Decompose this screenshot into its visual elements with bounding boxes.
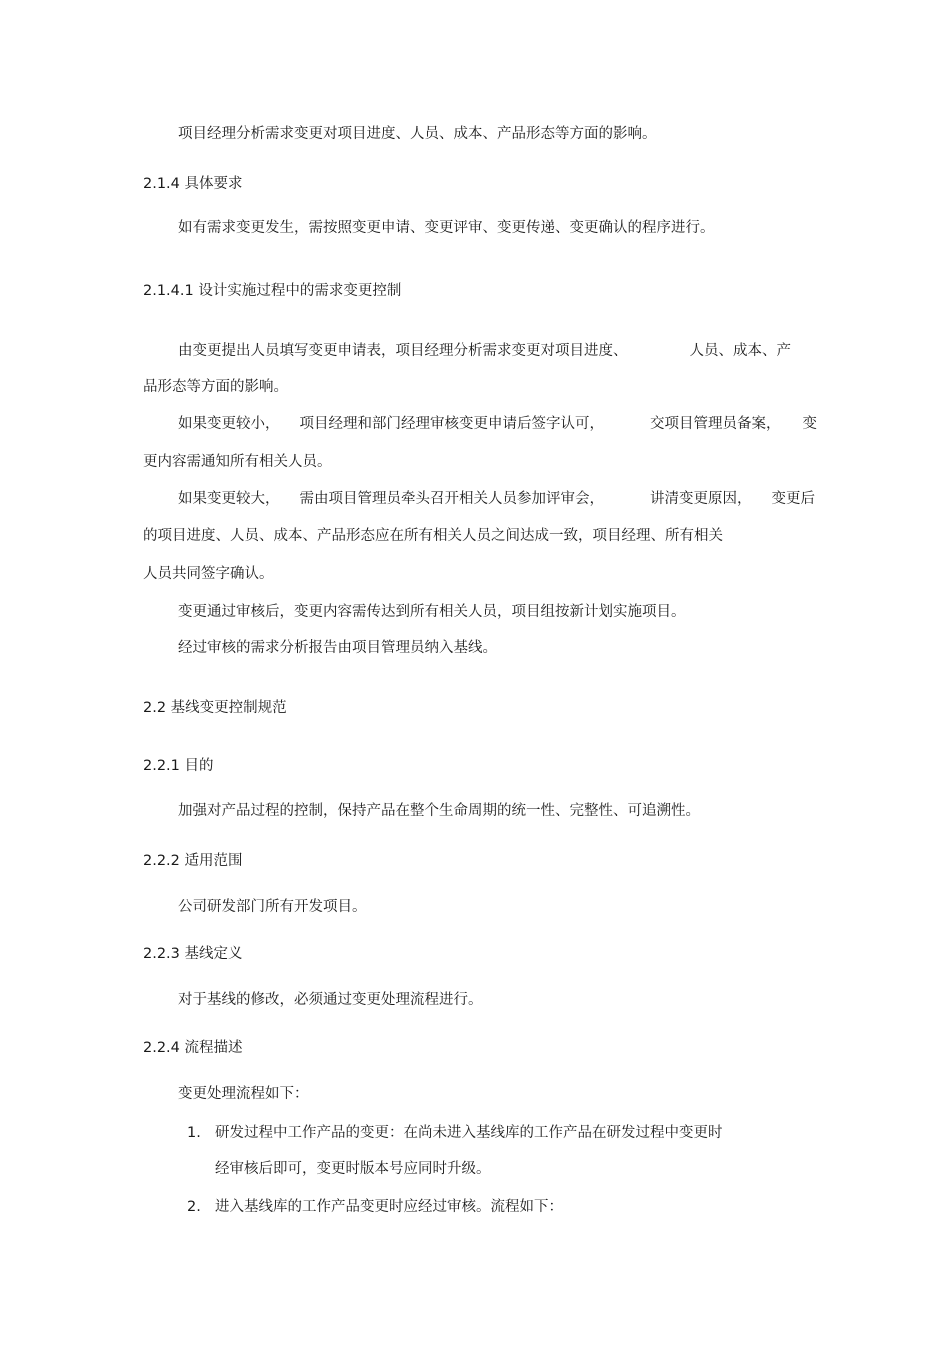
paragraph-line: 变更通过审核后，变更内容需传达到所有相关人员，项目组按新计划实施项目。 bbox=[178, 604, 686, 620]
paragraph-line: 经过审核的需求分析报告由项目管理员纳入基线。 bbox=[178, 640, 497, 656]
text-run: 讲清变更原因， bbox=[650, 491, 752, 507]
text-run: 需由项目管理员牵头召开相关人员参加评审会， bbox=[299, 491, 604, 507]
heading-2-2-4: 2.2.4 流程描述 bbox=[143, 1040, 243, 1056]
heading-2-1-4-1: 2.1.4.1 设计实施过程中的需求变更控制 bbox=[143, 283, 402, 299]
heading-2-1-4: 2.1.4 具体要求 bbox=[143, 176, 243, 192]
heading-2-2: 2.2 基线变更控制规范 bbox=[143, 700, 287, 716]
heading-2-2-1: 2.2.1 目的 bbox=[143, 758, 214, 774]
list-item-number: 1. bbox=[187, 1125, 201, 1141]
paragraph-2-2-2: 公司研发部门所有开发项目。 bbox=[178, 899, 367, 915]
intro-paragraph: 项目经理分析需求变更对项目进度、人员、成本、产品形态等方面的影响。 bbox=[178, 126, 657, 142]
paragraph-line: 人员共同签字确认。 bbox=[143, 566, 274, 582]
heading-2-2-2: 2.2.2 适用范围 bbox=[143, 853, 243, 869]
list-item-text: 进入基线库的工作产品变更时应经过审核。流程如下： bbox=[215, 1199, 563, 1215]
text-run: 项目经理和部门经理审核变更申请后签字认可， bbox=[299, 416, 604, 432]
paragraph-line bbox=[178, 415, 817, 433]
text-run: 交项目管理员备案， bbox=[650, 416, 781, 432]
text-run: 如果变更较大， bbox=[178, 491, 280, 507]
heading-2-2-3: 2.2.3 基线定义 bbox=[143, 946, 243, 962]
paragraph-line: 的项目进度、人员、成本、产品形态应在所有相关人员之间达成一致，项目经理、所有相关 bbox=[143, 528, 723, 544]
paragraph-2-2-1: 加强对产品过程的控制，保持产品在整个生命周期的统一性、完整性、可追溯性。 bbox=[178, 803, 700, 819]
text-run: 人员、成本、产 bbox=[689, 343, 791, 359]
paragraph-line: 更内容需通知所有相关人员。 bbox=[143, 454, 332, 470]
list-item-number: 2. bbox=[187, 1199, 201, 1215]
paragraph-2-2-3: 对于基线的修改，必须通过变更处理流程进行。 bbox=[178, 992, 483, 1008]
text-run: 变更后 bbox=[771, 491, 815, 507]
list-item-text: 研发过程中工作产品的变更：在尚未进入基线库的工作产品在研发过程中变更时 bbox=[215, 1125, 723, 1141]
text-run: 由变更提出人员填写变更申请表，项目经理分析需求变更对项目进度、 bbox=[178, 343, 628, 359]
text-run: 变 bbox=[802, 416, 817, 432]
paragraph-line bbox=[178, 342, 791, 360]
paragraph-2-1-4: 如有需求变更发生，需按照变更申请、变更评审、变更传递、变更确认的程序进行。 bbox=[178, 220, 715, 236]
list-item-text: 经审核后即可，变更时版本号应同时升级。 bbox=[215, 1161, 491, 1177]
paragraph-2-2-4: 变更处理流程如下： bbox=[178, 1086, 309, 1102]
text-run: 如果变更较小， bbox=[178, 416, 280, 432]
paragraph-line bbox=[178, 490, 815, 508]
paragraph-line: 品形态等方面的影响。 bbox=[143, 379, 288, 395]
